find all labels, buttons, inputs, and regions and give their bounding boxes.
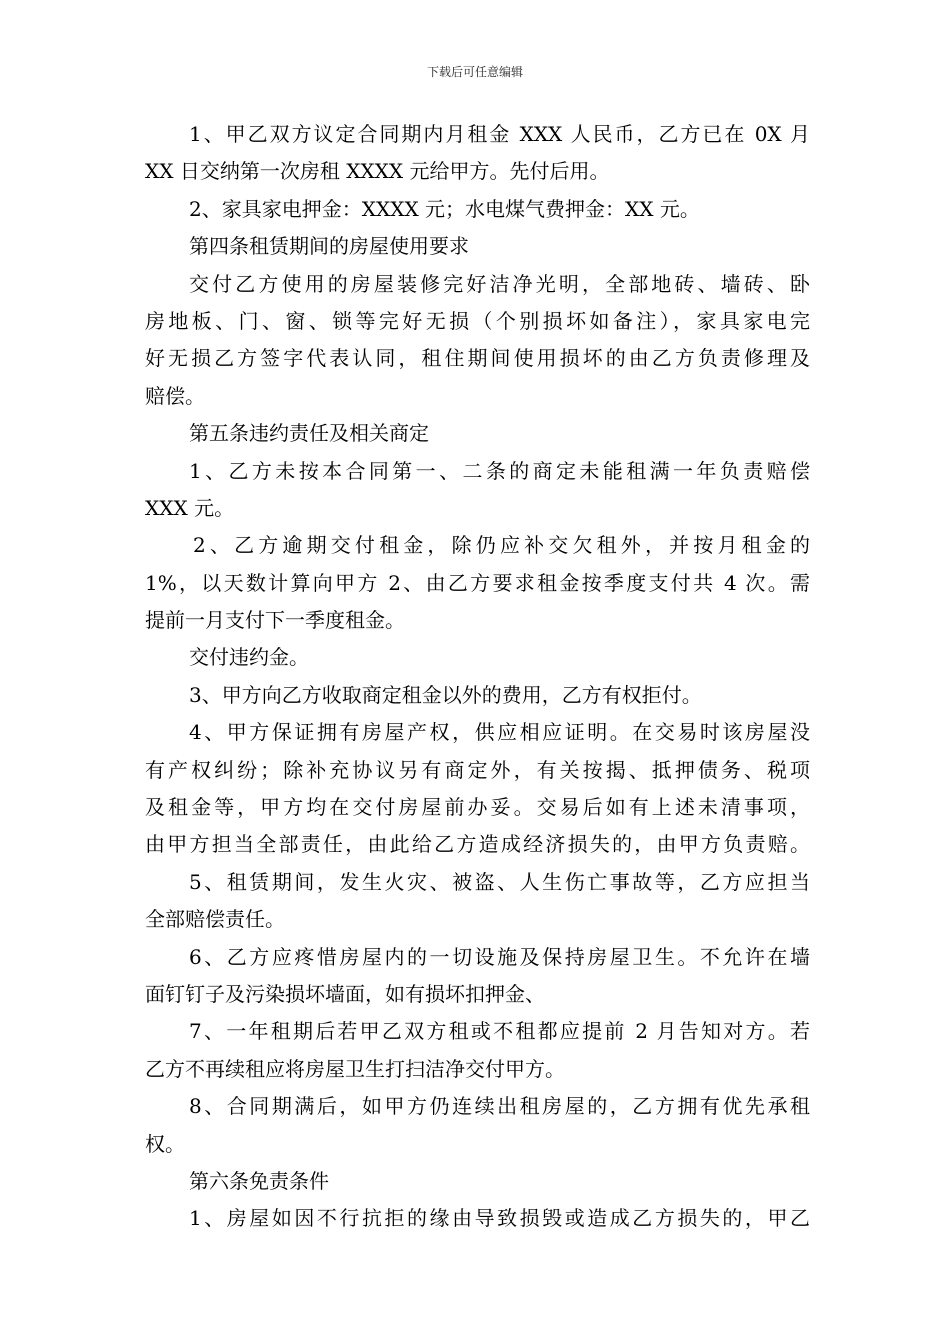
text-line: 8、合同期满后，如甲方仍连续出租房屋的，乙方拥有优先承租: [189, 1094, 810, 1119]
text-line: 有产权纠纷；除补充协议另有商定外，有关按揭、抵押债务、税项: [145, 757, 810, 782]
text-line: 1、房屋如因不行抗拒的缘由导致损毁或造成乙方损失的，甲乙: [189, 1206, 810, 1231]
text-line: 1%，以天数计算向甲方 2、由乙方要求租金按季度支付共 4 次。需: [145, 570, 810, 595]
text-line: XX 日交纳第一次房租 XXXX 元给甲方。先付后用。: [145, 159, 610, 184]
text-line: 及租金等，甲方均在交付房屋前办妥。交易后如有上述未清事项，: [145, 795, 810, 820]
text-line: 7、一年租期后若甲乙双方租或不租都应提前 2 月告知对方。若: [189, 1019, 810, 1044]
text-line: 1、乙方未按本合同第一、二条的商定未能租满一年负责赔偿: [189, 458, 810, 483]
text-line: 交付违约金。: [189, 645, 309, 670]
text-line: 交付乙方使用的房屋装修完好洁净光明，全部地砖、墙砖、卧: [189, 271, 810, 296]
page-header: 下载后可任意编辑: [426, 65, 523, 79]
text-line: 房地板、门、窗、锁等完好无损（个别损坏如备注），家具家电完: [145, 308, 810, 333]
text-line: XXX 元。: [145, 495, 235, 520]
text-line: 2、乙方逾期交付租金，除仍应补交欠租外，并按月租金的: [193, 533, 810, 558]
text-line: 全部赔偿责任。: [145, 907, 285, 932]
text-line: 第四条租赁期间的房屋使用要求: [189, 234, 469, 259]
text-line: 2、家具家电押金：XXXX 元；水电煤气费押金：XX 元。: [189, 196, 700, 221]
document-body: [145, 116, 810, 1238]
text-line: 由甲方担当全部责任，由此给乙方造成经济损失的，由甲方负责赔。: [145, 832, 810, 857]
text-line: 提前一月支付下一季度租金。: [145, 608, 405, 633]
text-line: 第六条免责条件: [189, 1168, 329, 1193]
text-line: 权。: [145, 1131, 185, 1156]
text-line: 赔偿。: [145, 383, 205, 408]
text-line: 面钉钉子及污染损坏墙面，如有损坏扣押金、: [145, 981, 545, 1006]
text-line: 乙方不再续租应将房屋卫生打扫洁净交付甲方。: [145, 1056, 565, 1081]
text-line: 好无损乙方签字代表认同，租住期间使用损坏的由乙方负责修理及: [145, 346, 810, 371]
text-line: 4、甲方保证拥有房屋产权，供应相应证明。在交易时该房屋没: [189, 720, 810, 745]
text-line: 第五条违约责任及相关商定: [189, 421, 429, 446]
text-line: 5、租赁期间，发生火灾、被盗、人生伤亡事故等，乙方应担当: [189, 869, 810, 894]
text-line: 1、甲乙双方议定合同期内月租金 XXX 人民币，乙方已在 0X 月: [189, 122, 810, 146]
text-line: 3、甲方向乙方收取商定租金以外的费用，乙方有权拒付。: [189, 682, 702, 707]
text-line: 6、乙方应疼惜房屋内的一切设施及保持房屋卫生。不允许在墙: [189, 944, 810, 969]
